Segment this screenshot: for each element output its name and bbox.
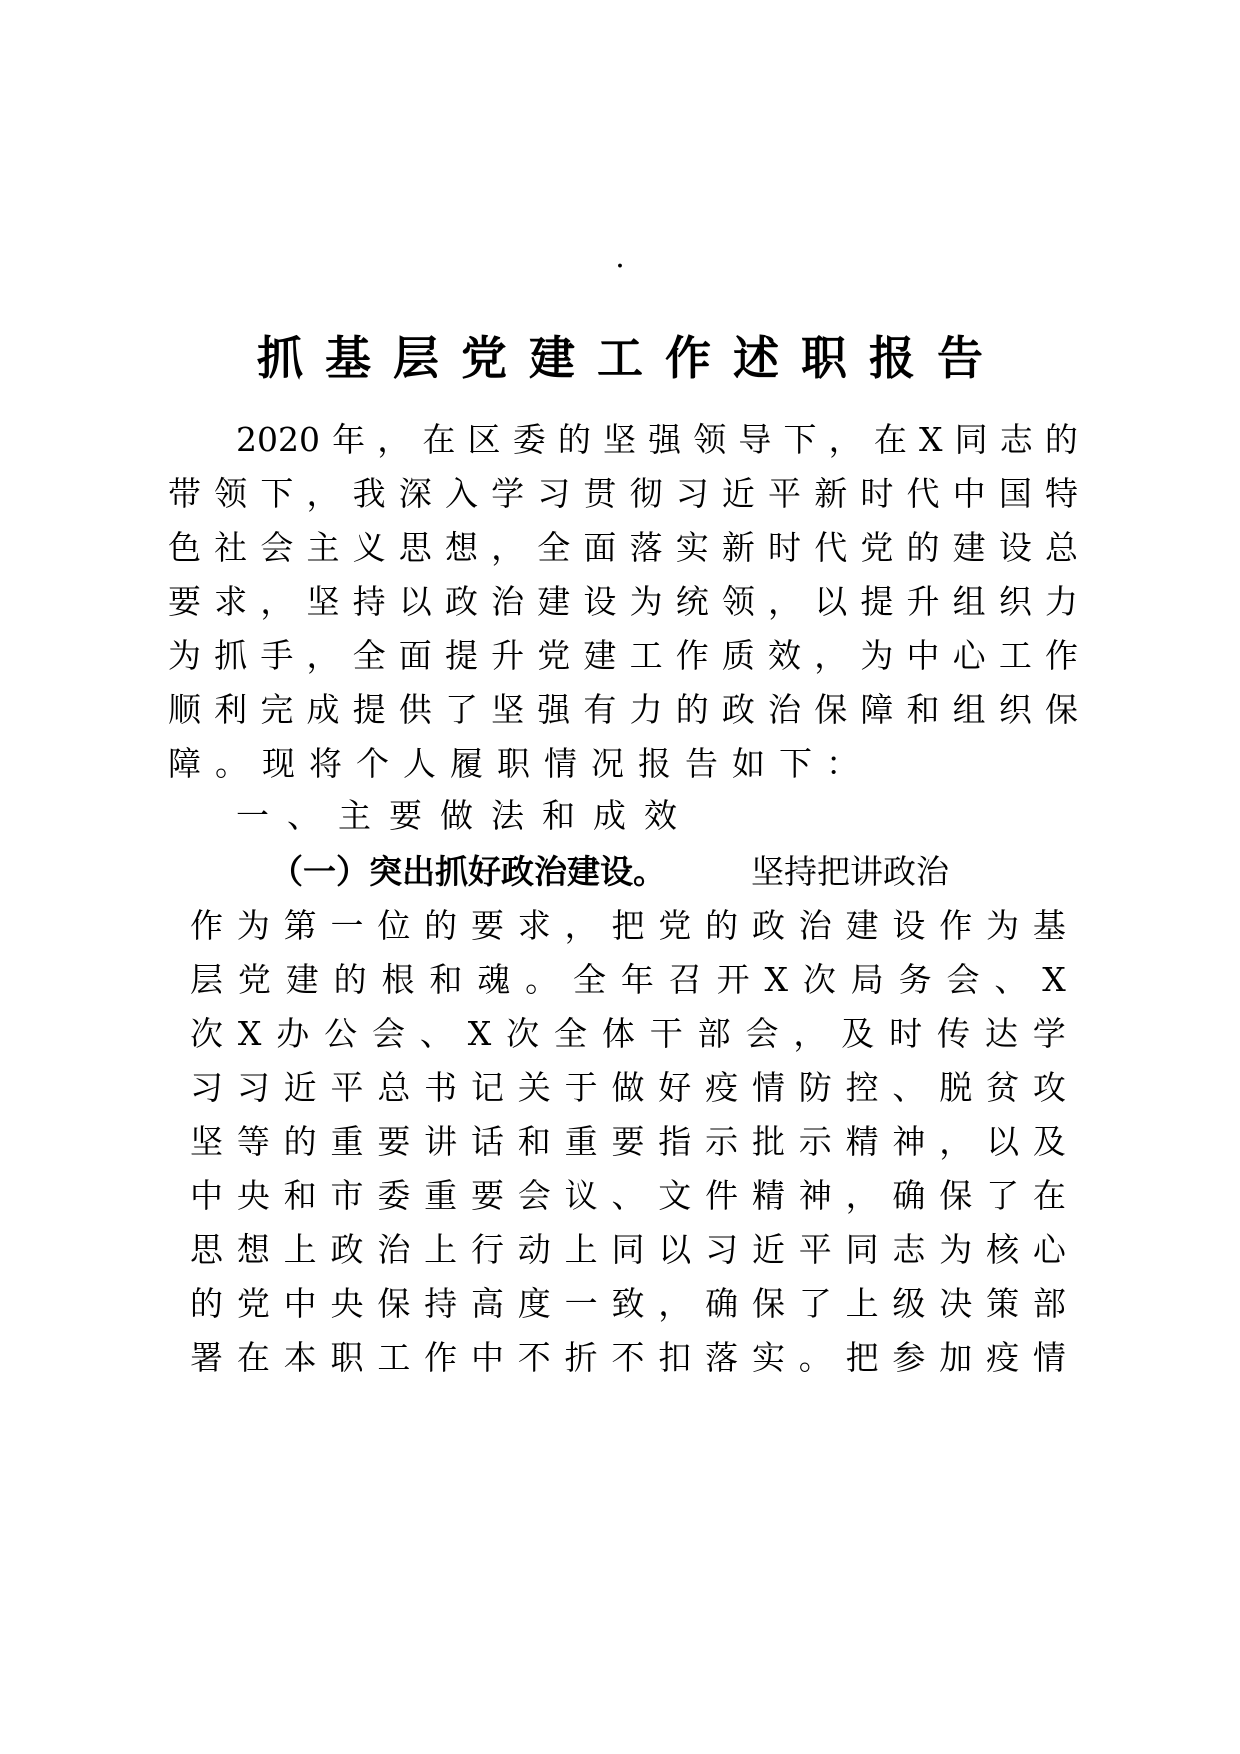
intro-line: 2020 年 ， 在 区 委 的 坚 强 领 导 下 ， 在 X 同 志 的 bbox=[236, 420, 1078, 459]
section-heading: 一、主要做法和成效 bbox=[236, 796, 695, 835]
subsection-line: 坚 等 的 重 要 讲 话 和 重 要 指 示 批 示 精 神 ， 以 及 bbox=[190, 1122, 1066, 1161]
subsection-first-line bbox=[270, 842, 1066, 902]
intro-line: 色 社 会 主 义 思 想 ， 全 面 落 实 新 时 代 党 的 建 设 总 bbox=[168, 528, 1078, 567]
header-mark: · bbox=[615, 249, 625, 284]
intro-line: 为 抓 手 ， 全 面 提 升 党 建 工 作 质 效 ， 为 中 心 工 作 bbox=[168, 636, 1078, 675]
subsection-line: 的 党 中 央 保 持 高 度 一 致 ， 确 保 了 上 级 决 策 部 bbox=[190, 1284, 1066, 1323]
subsection-line: 作 为 第 一 位 的 要 求 ， 把 党 的 政 治 建 设 作 为 基 bbox=[190, 906, 1066, 945]
subsection-heading: （一）突出抓好政治建设。 bbox=[270, 852, 666, 891]
intro-line: 要 求 ， 坚 持 以 政 治 建 设 为 统 领 ， 以 提 升 组 织 力 bbox=[168, 582, 1078, 621]
subsection-line: 层 党 建 的 根 和 魂 。 全 年 召 开 X 次 局 务 会 、 X bbox=[190, 960, 1066, 999]
subsection-line: 署 在 本 职 工 作 中 不 折 不 扣 落 实 。 把 参 加 疫 情 bbox=[190, 1338, 1066, 1377]
subsection-first-line-rest: 坚持把讲政治 bbox=[751, 852, 949, 891]
document-title: 抓基层党建工作述职报告 bbox=[257, 331, 1005, 385]
intro-line: 顺 利 完 成 提 供 了 坚 强 有 力 的 政 治 保 障 和 组 织 保 bbox=[168, 690, 1078, 729]
subsection-line: 习 习 近 平 总 书 记 关 于 做 好 疫 情 防 控 、 脱 贫 攻 bbox=[190, 1068, 1066, 1107]
subsection-line: 次 X 办 公 会 、 X 次 全 体 干 部 会 ， 及 时 传 达 学 bbox=[190, 1014, 1066, 1053]
intro-line: 障。现将个人履职情况报告如下： bbox=[168, 744, 873, 783]
subsection-line: 中 央 和 市 委 重 要 会 议 、 文 件 精 神 ， 确 保 了 在 bbox=[190, 1176, 1066, 1215]
subsection-line: 思 想 上 政 治 上 行 动 上 同 以 习 近 平 同 志 为 核 心 bbox=[190, 1230, 1066, 1269]
intro-line: 带 领 下 ， 我 深 入 学 习 贯 彻 习 近 平 新 时 代 中 国 特 bbox=[168, 474, 1078, 513]
